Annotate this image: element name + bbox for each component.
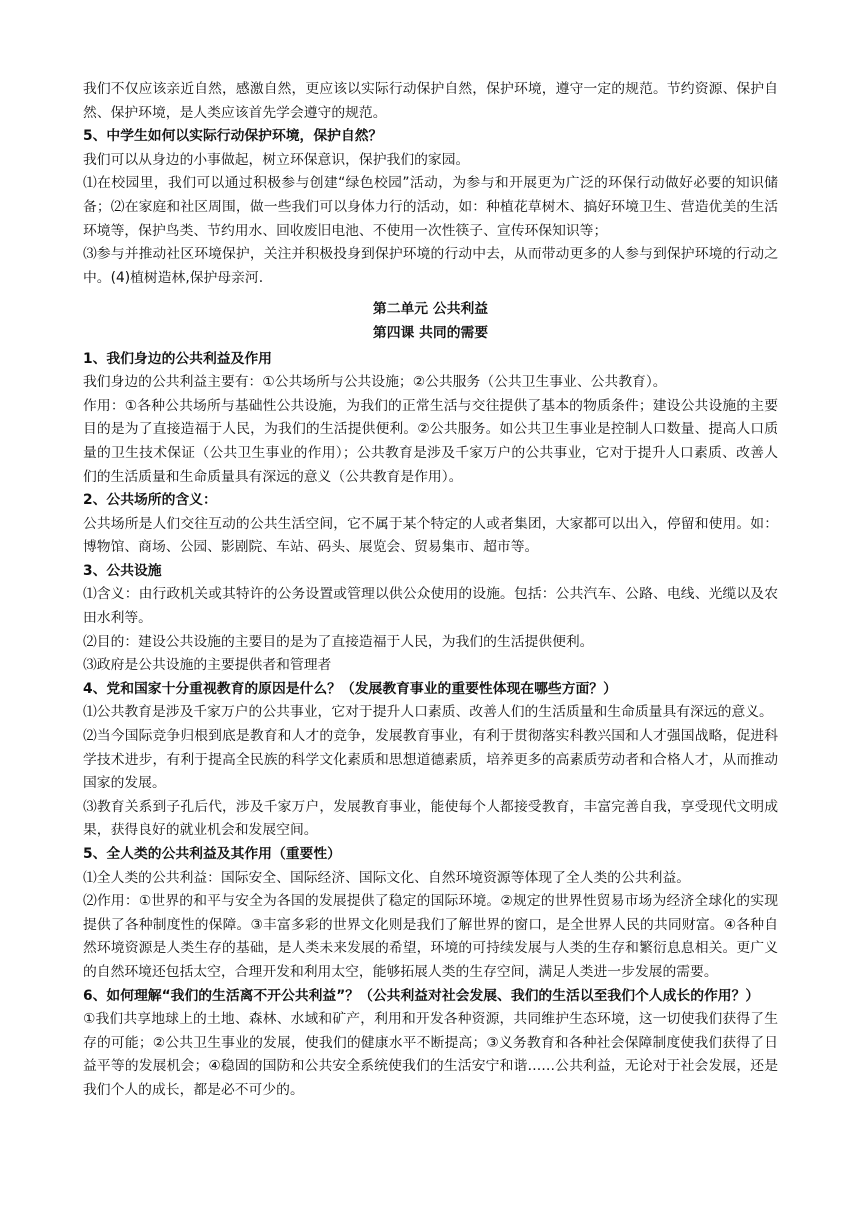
paragraph: ⑶教育关系到子孔后代，涉及千家万户，发展教育事业，能使每个人都接受教育，丰富完善自我，享受现代文明成果，获得良好的就业机会和发展空间。 <box>83 798 778 839</box>
paragraph: ⑴含义：由行政机关或其特许的公务设置或管理以供公众使用的设施。包括：公共汽车、公路、电线、光缆以及农田水利等。 <box>83 586 778 627</box>
paragraph: 我们可以从身边的小事做起，树立环保意识，保护我们的家园。 <box>83 151 470 168</box>
paragraph: ⑵目的：建设公共设施的主要目的是为了直接造福于人民，为我们的生活提供便利。 <box>83 633 594 650</box>
paragraph: ①我们共享地球上的土地、森林、水域和矿产，利用和开发各种资源，共同维护生态环境，这一切使我们获得了生存的可能；②公共卫生事业的发展，使我们的健康水平不断提高；③义务教育和各种社会保障制度使我们获得了日益平等的发展机会；④稳固的国防和公共安全系统使我们的生活安宁和谐……公共利益，无论对于社会发展，还是我们个人的成长，都是必不可少的。 <box>83 1011 778 1098</box>
section-heading: 5、全人类的公共利益及其作用（重要性） <box>83 846 341 862</box>
paragraph: 我们身边的公共利益主要有：①公共场所与公共设施；②公共服务（公共卫生事业、公共教育）。 <box>83 374 667 391</box>
section-heading: 3、公共设施 <box>83 562 162 579</box>
paragraph: ⑵当今国际竞争归根到底是教育和人才的竞争，发展教育事业，有利于贯彻落实科教兴国和人才强国战略，促进科学技术进步，有利于提高全民族的科学文化素质和思想道德素质，培养更多的高素质劳动者和合格人才，从而推动国家的发展。 <box>83 728 778 792</box>
section-heading: 5、中学生如何以实际行动保护环境，保护自然？ <box>83 128 383 145</box>
document-page <box>83 78 778 1103</box>
lesson-title: 第四课 共同的需要 <box>372 324 489 341</box>
paragraph: ⑴全人类的公共利益：国际安全、国际经济、国际文化、自然环境资源等体现了全人类的公共利益。 <box>83 869 691 886</box>
paragraph: ⑶政府是公共设施的主要提供者和管理者 <box>83 657 332 674</box>
unit-title: 第二单元 公共利益 <box>372 301 489 318</box>
paragraph: ⑵作用：①世界的和平与安全为各国的发展提供了稳定的国际环境。②规定的世界性贸易市场为经济全球化的实现提供了各种制度性的保障。③丰富多彩的世界文化则是我们了解世界的窗口，是全世界人民的共同财富。④各种自然环境资源是人类生存的基础，是人类未来发展的希望，环境的可持续发展与人类的生存和繁衍息息相关。更广义的自然环境还包括太空，合理开发和利用太空，能够拓展人类的生存空间，满足人类进一步发展的需要。 <box>83 893 778 980</box>
section-heading: 6、如何理解“我们的生活离不开公共利益”？（公共利益对社会发展、我们的生活以至我们个人成长的作用？） <box>83 987 760 1004</box>
section-heading: 2、公共场所的含义： <box>83 492 217 509</box>
paragraph: 作用：①各种公共场所与基础性公共设施，为我们的正常生活与交往提供了基本的物质条件；建设公共设施的主要目的是为了直接造福于人民，为我们的生活提供便利。②公共服务。如公共卫生事业是控制人口数量、提高人口质量的卫生技术保证（公共卫生事业的作用）；公共教育是涉及千家万户的公共事业，它对于提升人口素质、改善人们的生活质量和生命质量具有深远的意义（公共教育是作用）。 <box>83 397 778 485</box>
section-heading: 1、我们身边的公共利益及作用 <box>83 350 272 367</box>
paragraph: 公共场所是人们交往互动的公共生活空间，它不属于某个特定的人或者集团，大家都可以出入，停留和使用。如：博物馆、商场、公园、影剧院、车站、码头、展览会、贸易集市、超市等。 <box>83 515 778 556</box>
paragraph: ⑴在校园里，我们可以通过积极参与创建“绿色校园”活动，为参与和开展更为广泛的环保行动做好必要的知识储备；⑵在家庭和社区周围，做一些我们可以身体力行的活动，如：种植花草树木、搞好环境卫生、营造优美的生活环境等，保护鸟类、节约用水、回收废旧电池、不使用一次性筷子、宣传环保知识等； <box>83 175 778 239</box>
paragraph: ⑴公共教育是涉及千家万户的公共事业，它对于提升人口素质、改善人们的生活质量和生命质量具有深远的意义。 <box>83 704 773 721</box>
section-heading: 4、党和国家十分重视教育的原因是什么？（发展教育事业的重要性体现在哪些方面？） <box>83 680 617 697</box>
paragraph: ⑶参与并推动社区环境保护，关注并积极投身到保护环境的行动中去，从而带动更多的人参与到保护环境的行动之中。(4)植树造林,保护母亲河. <box>83 246 778 286</box>
paragraph: 我们不仅应该亲近自然，感激自然，更应该以实际行动保护自然，保护环境，遵守一定的规范。节约资源、保护自然、保护环境，是人类应该首先学会遵守的规范。 <box>83 81 778 121</box>
